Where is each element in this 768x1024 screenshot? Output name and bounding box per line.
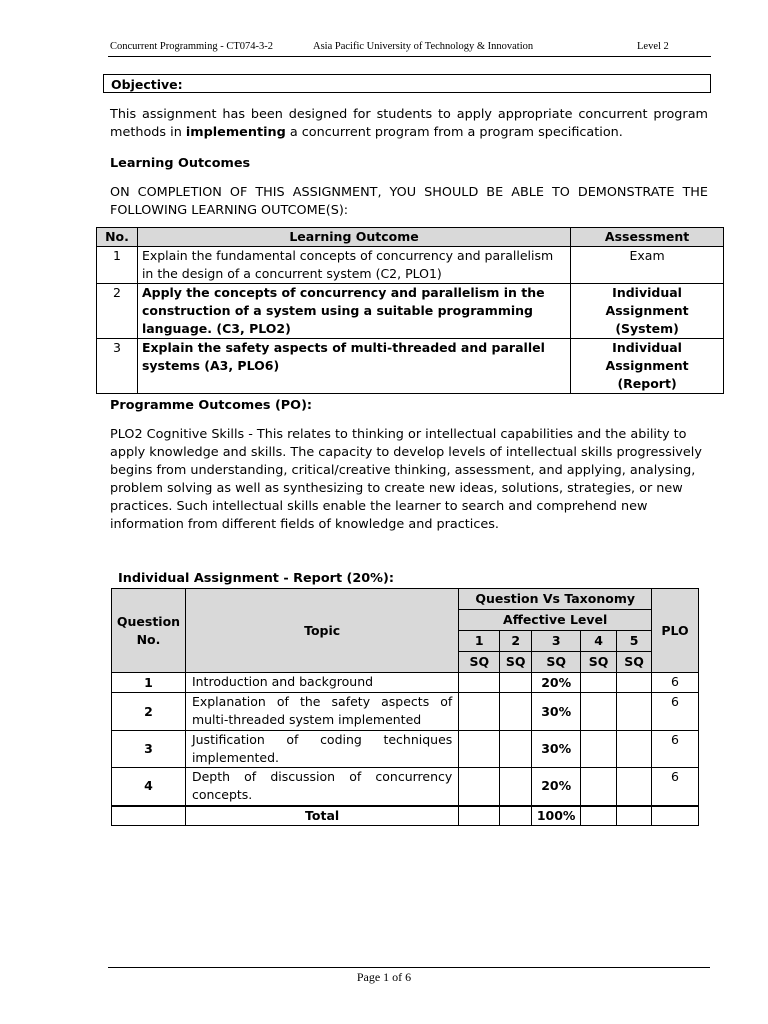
topic-cell: Depth of discussion of concurrency concepts. (185, 768, 458, 806)
percentage-cell: 30% (532, 693, 581, 731)
lo-number: 2 (97, 284, 138, 339)
column-header: Learning Outcome (137, 228, 570, 247)
column-header: No. (97, 228, 138, 247)
sq-header: SQ (532, 652, 581, 673)
empty-cell (617, 673, 652, 693)
question-number: 3 (112, 731, 186, 768)
empty-cell (500, 768, 532, 806)
empty-cell (581, 731, 617, 768)
learning-outcomes-intro: ON COMPLETION OF THIS ASSIGNMENT, YOU SHOULD BE ABLE TO DEMONSTRATE THE FOLLOWING LEARNING OUTCOME(S): (110, 185, 708, 218)
table-row (97, 247, 724, 284)
empty-cell (459, 731, 500, 768)
lo-assessment: Individual Assignment (Report) (571, 339, 724, 394)
course-code: Concurrent Programming - CT074-3-2 (110, 41, 274, 52)
empty-cell (581, 693, 617, 731)
percentage-cell: 20% (532, 768, 581, 806)
level-header: 3 (532, 631, 581, 652)
question-number: 2 (112, 693, 186, 731)
footer-rule (108, 967, 710, 968)
level-header: 1 (459, 631, 500, 652)
learning-outcomes-table (96, 227, 724, 394)
page-header (108, 41, 710, 55)
programme-outcomes-heading: Programme Outcomes (PO): (110, 398, 313, 413)
table-row (112, 768, 699, 806)
objective-text-part: This assignment has been designed for students to apply appropriate concurrent program methods in (110, 107, 708, 140)
plo-cell: 6 (652, 673, 699, 693)
table-row (112, 693, 699, 731)
programme-outcomes-text: PLO2 Cognitive Skills - This relates to thinking or intellectual capabilities and the ability to apply knowledge and skills. The capacity to develop levels of intellectual skills progressively begins from understanding, critical/creative thinking, assessment, and applying, analysing, problem solving as well as synthesizing to create new ideas, solutions, strategies, or new practices. Such intellectual skills enable the learner to search and comprehend new information from different fields of knowledge and practices. (110, 427, 702, 532)
empty-cell (459, 693, 500, 731)
report-heading: Individual Assignment - Report (20%): (118, 571, 394, 586)
plo-cell: 6 (652, 693, 699, 731)
objective-text (110, 106, 708, 142)
empty-cell (500, 806, 532, 826)
lo-number: 3 (97, 339, 138, 394)
empty-cell (459, 673, 500, 693)
objective-text-part: a concurrent program from a program specification. (285, 125, 623, 140)
topic-cell: Introduction and background (185, 673, 458, 693)
column-header: Assessment (571, 228, 724, 247)
topic-cell: Justification of coding techniques implemented. (185, 731, 458, 768)
sq-header: SQ (500, 652, 532, 673)
table-header-row (97, 228, 724, 247)
lo-number: 1 (97, 247, 138, 284)
affective-level-header: Affective Level (459, 610, 652, 631)
sq-header: SQ (617, 652, 652, 673)
plo-cell: 6 (652, 731, 699, 768)
question-number: 1 (112, 673, 186, 693)
taxonomy-header: Question Vs Taxonomy (459, 589, 652, 610)
empty-cell (581, 768, 617, 806)
empty-cell (617, 806, 652, 826)
table-row (97, 284, 724, 339)
total-label: Total (185, 806, 458, 826)
level-header: 5 (617, 631, 652, 652)
plo-cell: 6 (652, 768, 699, 806)
table-row (97, 339, 724, 394)
question-number: 4 (112, 768, 186, 806)
empty-cell (112, 806, 186, 826)
empty-cell (459, 768, 500, 806)
empty-cell (581, 806, 617, 826)
empty-cell (652, 806, 699, 826)
university-name: Asia Pacific University of Technology & Innovation (313, 41, 534, 52)
empty-cell (500, 673, 532, 693)
table-row (112, 673, 699, 693)
sq-header: SQ (459, 652, 500, 673)
table-row (112, 731, 699, 768)
empty-cell (500, 693, 532, 731)
percentage-cell: 20% (532, 673, 581, 693)
sq-header: SQ (581, 652, 617, 673)
empty-cell (581, 673, 617, 693)
empty-cell (617, 768, 652, 806)
header-rule (108, 56, 711, 57)
total-percentage: 100% (532, 806, 581, 826)
objective-text-bold: implementing (185, 125, 286, 140)
learning-outcomes-heading: Learning Outcomes (110, 156, 251, 171)
lo-assessment: Exam (571, 247, 724, 284)
level-header: 2 (500, 631, 532, 652)
plo-header: PLO (652, 589, 699, 673)
percentage-cell: 30% (532, 731, 581, 768)
lo-outcome: Apply the concepts of concurrency and parallelism in the construction of a system using a suitable programming language. (C3, PLO2) (137, 284, 570, 339)
empty-cell (500, 731, 532, 768)
report-table (111, 588, 699, 826)
table-header-row (112, 589, 699, 610)
topic-header: Topic (185, 589, 458, 673)
level-label: Level 2 (637, 41, 669, 52)
lo-outcome: Explain the fundamental concepts of concurrency and parallelism in the design of a concurrent system (C2, PLO1) (137, 247, 570, 284)
empty-cell (617, 731, 652, 768)
page-number: Page 1 of 6 (356, 970, 412, 984)
question-no-header: Question No. (112, 589, 186, 673)
empty-cell (617, 693, 652, 731)
total-row (112, 806, 699, 826)
level-header: 4 (581, 631, 617, 652)
objective-title: Objective: (103, 74, 711, 93)
empty-cell (459, 806, 500, 826)
lo-outcome: Explain the safety aspects of multi-threaded and parallel systems (A3, PLO6) (137, 339, 570, 394)
lo-assessment: Individual Assignment (System) (571, 284, 724, 339)
topic-cell: Explanation of the safety aspects of multi-threaded system implemented (185, 693, 458, 731)
